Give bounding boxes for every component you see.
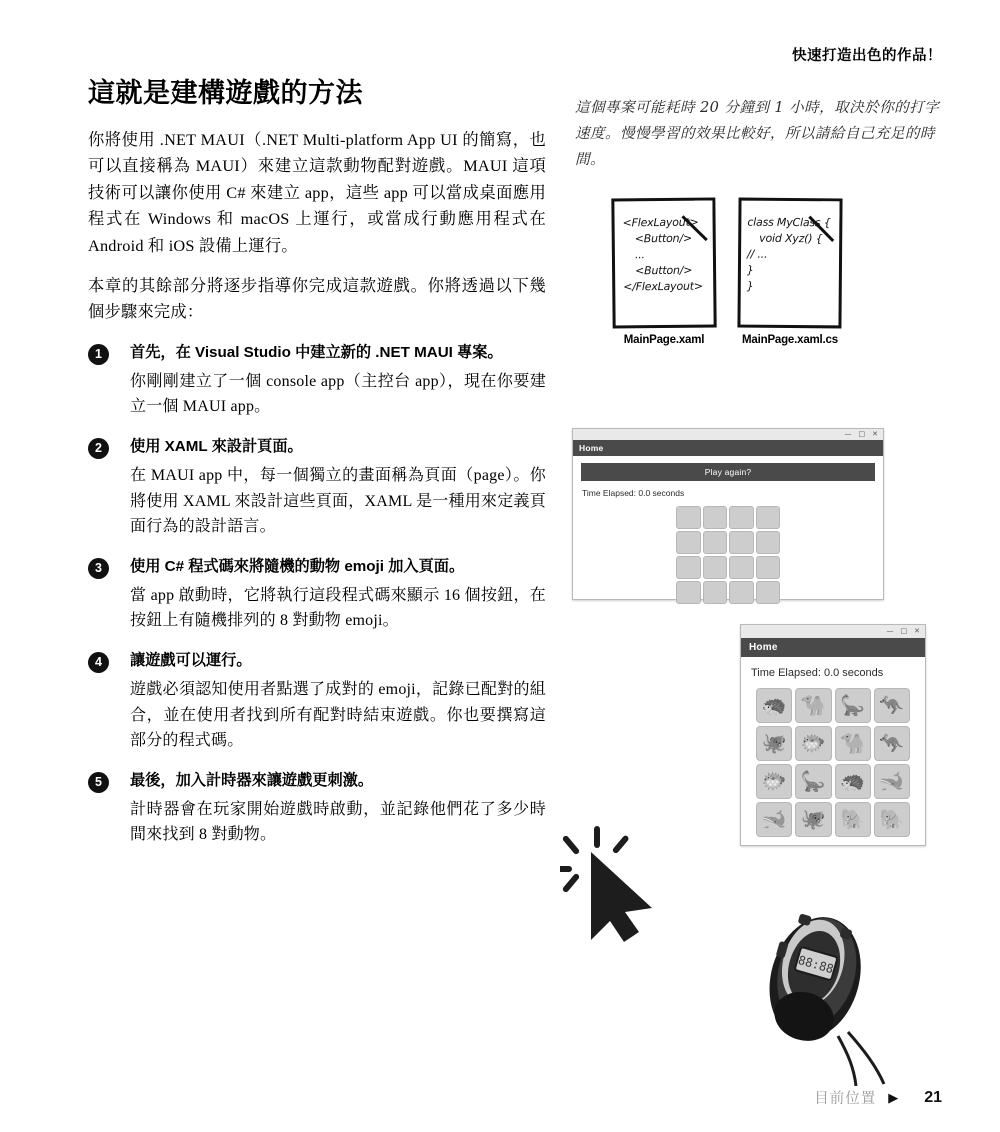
page-corner-fold-icon (818, 198, 842, 222)
game-tile[interactable] (676, 531, 701, 554)
step-body: 當 app 啟動時，它將執行這段程式碼來顯示 16 個按鈕，在按鈕上有隨機排列的 8 對動物 emoji。 (130, 586, 546, 630)
game-tile[interactable] (729, 531, 754, 554)
game-tile[interactable] (729, 581, 754, 604)
code-line: ... (634, 248, 645, 262)
steps-list (88, 342, 546, 848)
step-number-badge: 1 (88, 344, 109, 365)
sidebar-note (575, 95, 945, 173)
step-item (88, 556, 546, 634)
game-tile-hedgehog[interactable]: 🦔 (835, 764, 871, 799)
window-controls (573, 429, 883, 440)
step-item (88, 342, 546, 420)
play-again-button[interactable]: Play again? (581, 463, 875, 481)
step-heading: 使用 XAML 來設計頁面。 (130, 438, 303, 455)
step-item (88, 650, 546, 754)
file-card-csharp (738, 198, 842, 346)
intro-paragraph-1: 你將使用 .NET MAUI（.NET Multi-platform App UI 的簡寫，也可以直接稱為 MAUI）來建立這款動物配對遊戲。MAUI 這項技術可以讓你使用 C# 來建立 app，這些 app 可以當成桌面應用程式在 Windows 和 macOS 上運行，或當成行動應用程式在 Android 和 iOS 設備上運行。 (88, 130, 546, 255)
step-heading: 首先，在 Visual Studio 中建立新的 .NET MAUI 專案。 (130, 343, 503, 361)
app-window-filled-board (740, 624, 926, 846)
code-line: void Xyz() { (759, 231, 823, 246)
window-title: Home (573, 440, 883, 456)
step-number-badge: 4 (88, 652, 109, 673)
step-number-badge: 3 (88, 558, 109, 579)
step-heading: 使用 C# 程式碼來將隨機的動物 emoji 加入頁面。 (130, 557, 465, 575)
triangle-right-icon: ▶ (888, 1090, 899, 1105)
file-sheet (611, 197, 716, 328)
window-controls (741, 625, 925, 638)
game-tile-camel[interactable]: 🐪 (795, 688, 831, 723)
code-line: </FlexLayout> (623, 279, 703, 294)
time-elapsed-label: Time Elapsed: 0.0 seconds (582, 488, 685, 498)
close-icon[interactable]: ✕ (872, 430, 878, 438)
maximize-icon[interactable]: □ (900, 627, 908, 635)
window-title: Home (741, 638, 925, 657)
step-body: 你剛剛建立了一個 console app（主控台 app），現在你要建立一個 MAUI app。 (130, 372, 546, 416)
game-tile[interactable] (703, 556, 728, 579)
step-heading: 讓遊戲可以運行。 (130, 652, 252, 670)
click-cursor-svg (560, 822, 685, 942)
game-tile[interactable] (729, 506, 754, 529)
code-line: <FlexLayout> (622, 215, 699, 230)
code-line: } (746, 263, 754, 277)
game-tile[interactable] (756, 556, 781, 579)
game-tile[interactable] (703, 581, 728, 604)
game-tile-whale[interactable]: 🐋 (874, 764, 910, 799)
game-board-grid (756, 688, 910, 837)
code-line: // ... (747, 247, 768, 261)
intro-paragraph-2: 本章的其餘部分將逐步指導你完成這款遊戲。你將透過以下幾個步驟來完成： (88, 276, 546, 322)
app-window-empty-board (572, 428, 884, 600)
main-text-column (88, 78, 546, 864)
game-tile-dinosaur[interactable]: 🦕 (795, 764, 831, 799)
step-body: 遊戲必須認知使用者點選了成對的 emoji，記錄已配對的組合，並在使用者找到所有配對時結束遊戲。你也要撰寫這部分的程式碼。 (130, 681, 546, 750)
step-body: 在 MAUI app 中，每一個獨立的畫面稱為頁面（page）。你將使用 XAML 來設計這些頁面，XAML 是一種用來定義頁面行為的設計語言。 (130, 467, 546, 536)
step-body: 計時器會在玩家開始遊戲時啟動，並記錄他們花了多少時間來找到 8 對動物。 (130, 800, 546, 844)
file-card-group (612, 198, 842, 346)
game-tile[interactable] (703, 506, 728, 529)
stopwatch-svg (752, 908, 902, 1093)
game-tile-hedgehog[interactable]: 🦔 (756, 688, 792, 723)
step-number-badge: 5 (88, 772, 109, 793)
stopwatch-icon (752, 908, 902, 1098)
file-sheet (737, 198, 842, 329)
game-board-grid (676, 506, 780, 604)
minimize-icon[interactable]: — (844, 430, 852, 438)
step-item (88, 770, 546, 848)
code-line: class MyClass { (747, 215, 831, 230)
file-card-xaml (612, 198, 716, 346)
game-tile-kangaroo[interactable]: 🦘 (874, 726, 910, 761)
game-tile-blowfish[interactable]: 🐡 (795, 726, 831, 761)
sidebar-note-text: 這個專案可能耗時 20 分鐘到 1 小時，取決於你的打字速度。慢慢學習的效果比較好，所以請給自己充足的時間。 (575, 99, 940, 168)
code-line: <Button/> (634, 231, 692, 246)
step-heading: 最後，加入計時器來讓遊戲更刺激。 (130, 771, 373, 789)
file-card-label: MainPage.xaml.cs (742, 334, 838, 346)
game-tile-elephant[interactable]: 🐘 (874, 802, 910, 837)
time-elapsed-label: Time Elapsed: 0.0 seconds (751, 667, 884, 679)
minimize-icon[interactable]: — (886, 627, 894, 635)
game-tile-octopus[interactable]: 🐙 (756, 726, 792, 761)
close-icon[interactable]: ✕ (914, 627, 920, 635)
game-tile[interactable] (756, 506, 781, 529)
page-corner-fold-icon (691, 197, 715, 221)
game-tile-camel[interactable]: 🐪 (835, 726, 871, 761)
game-tile[interactable] (676, 581, 701, 604)
file-card-label: MainPage.xaml (623, 334, 705, 346)
code-line: } (746, 279, 754, 293)
svg-text:88:88: 88:88 (796, 952, 836, 977)
game-tile-dinosaur[interactable]: 🦕 (835, 688, 871, 723)
click-cursor-icon (560, 822, 685, 947)
footer-label: 目前位置 (814, 1091, 877, 1107)
page-footer (814, 1087, 942, 1108)
game-tile[interactable] (756, 531, 781, 554)
game-tile[interactable] (729, 556, 754, 579)
page-number: 21 (924, 1088, 942, 1106)
running-head: 快速打造出色的作品！ (792, 48, 942, 64)
page-title: 這就是建構遊戲的方法 (88, 78, 363, 108)
game-tile[interactable] (756, 581, 781, 604)
game-tile-elephant[interactable]: 🐘 (835, 802, 871, 837)
step-item (88, 436, 546, 540)
game-tile-whale[interactable]: 🐋 (756, 802, 792, 837)
game-tile-octopus[interactable]: 🐙 (795, 802, 831, 837)
game-tile[interactable] (676, 556, 701, 579)
game-tile[interactable] (676, 506, 701, 529)
game-tile-kangaroo[interactable]: 🦘 (874, 688, 910, 723)
step-number-badge: 2 (88, 438, 109, 459)
code-line: <Button/> (635, 263, 693, 278)
maximize-icon[interactable]: □ (858, 430, 866, 438)
game-tile-blowfish[interactable]: 🐡 (756, 764, 792, 799)
game-tile[interactable] (703, 531, 728, 554)
